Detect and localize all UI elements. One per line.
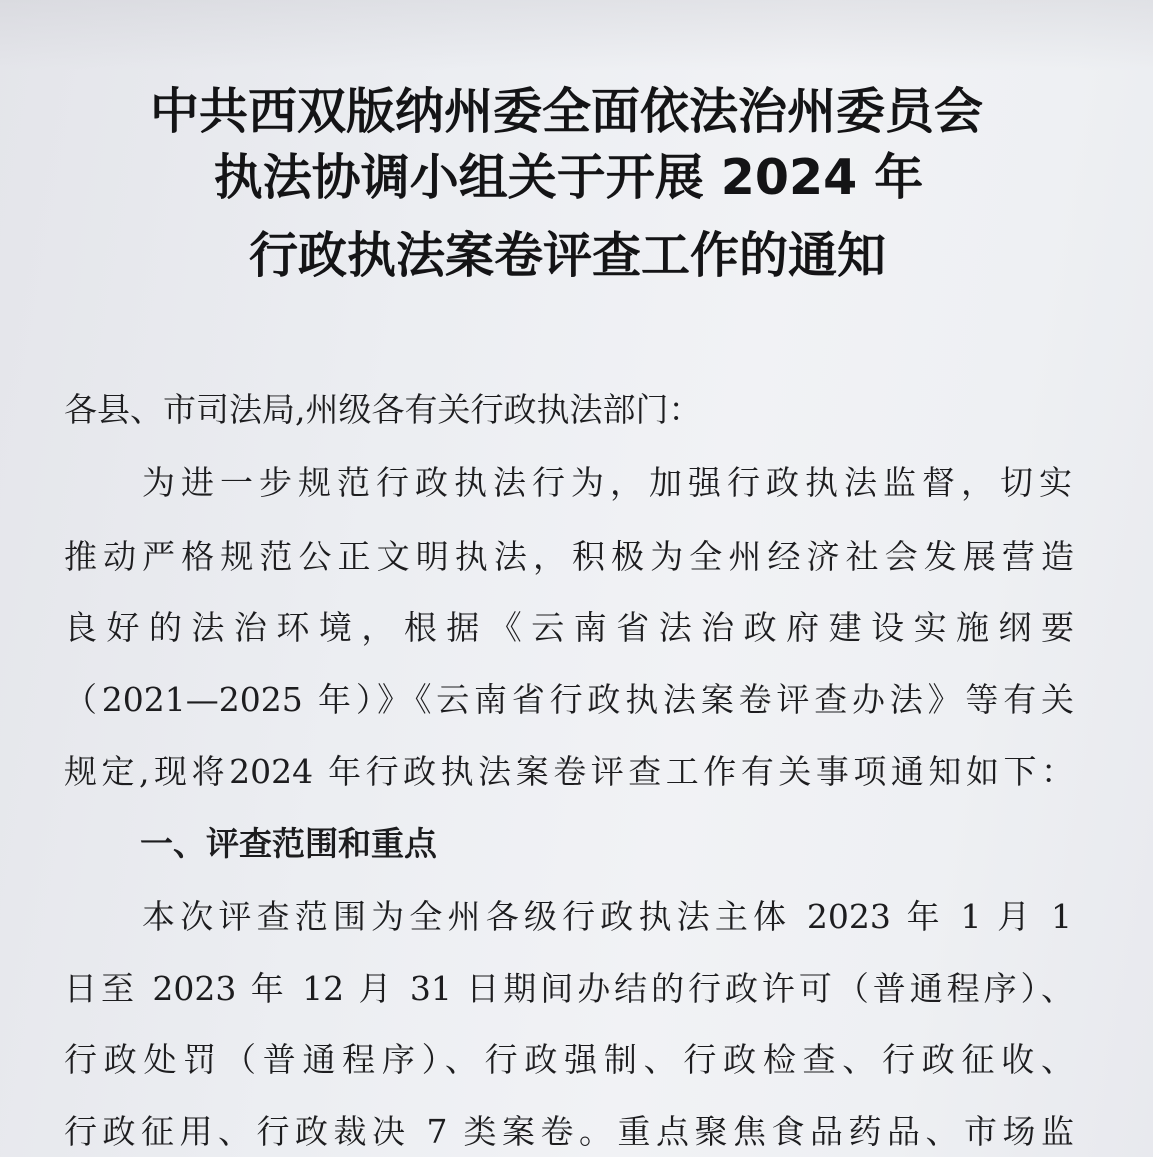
document-title-line-1: 中共西双版纳州委全面依法治州委员会 xyxy=(149,83,983,140)
paragraph-2-line-1: 本次评查范围为全州各级行政执法主体 2023 年 1 月 1 xyxy=(142,897,1072,936)
paragraph-1-line-2: 推动严格规范公正文明执法，积极为全州经济社会发展营造 xyxy=(64,537,1074,576)
salutation: 各县、市司法局,州级各有关行政执法部门： xyxy=(64,390,702,429)
document-title-line-2: 执法协调小组关于开展 2024 年 xyxy=(213,149,924,206)
paragraph-1-line-3: 良好的法治环境，根据《云南省法治政府建设实施纲要 xyxy=(64,608,1074,647)
paragraph-2-line-2: 日至 2023 年 12 月 31 日期间办结的行政许可（普通程序）、 xyxy=(64,969,1074,1008)
paragraph-1-line-1: 为进一步规范行政执法行为，加强行政执法监督，切实 xyxy=(142,463,1072,502)
page-shadow xyxy=(0,0,1153,70)
paragraph-1-line-5: 规定,现将2024 年行政执法案卷评查工作有关事项通知如下： xyxy=(64,752,1074,791)
section-1-heading: 一、评查范围和重点 xyxy=(140,824,437,863)
document-title-line-3: 行政执法案卷评查工作的通知 xyxy=(248,227,886,284)
paragraph-2-line-3: 行政处罚（普通程序）、行政强制、行政检查、行政征收、 xyxy=(64,1040,1074,1079)
paragraph-1-line-4: （2021—2025 年）》《云南省行政执法案卷评查办法》等有关 xyxy=(64,680,1074,719)
paragraph-2-line-4: 行政征用、行政裁决 7 类案卷。重点聚焦食品药品、市场监 xyxy=(64,1112,1074,1151)
